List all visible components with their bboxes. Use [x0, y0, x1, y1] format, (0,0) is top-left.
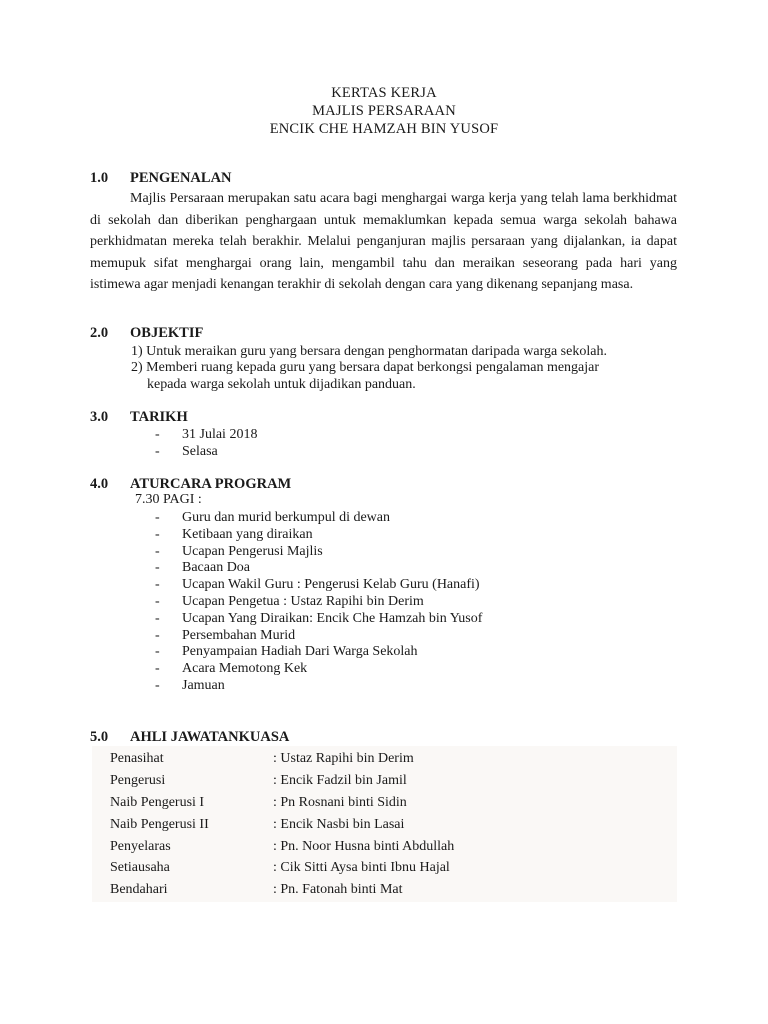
program-item: [155, 594, 482, 611]
objective-item-2: 2) Memberi ruang kepada guru yang bersara dapat berkongsi pengalaman mengajar: [131, 360, 600, 375]
program-item-text: Ucapan Pengetua : Ustaz Rapihi bin Derim: [182, 593, 424, 609]
section-number: 3.0: [90, 409, 109, 425]
section-title: AHLI JAWATANKUASA: [130, 729, 290, 745]
dash-bullet: -: [155, 677, 160, 693]
section-title: OBJEKTIF: [130, 325, 204, 341]
committee-member-name: : Pn. Noor Husna binti Abdullah: [273, 839, 455, 854]
committee-member-name: : Pn. Fatonah binti Mat: [273, 882, 403, 897]
committee-member-name: : Encik Nasbi bin Lasai: [273, 817, 405, 832]
program-item-text: Ucapan Wakil Guru : Pengerusi Kelab Guru (Hanafi): [182, 577, 480, 593]
program-item: [155, 628, 482, 645]
committee-role: Naib Pengerusi I: [110, 795, 205, 810]
program-item-text: Ucapan Yang Diraikan: Encik Che Hamzah bin Yusof: [182, 610, 483, 626]
section-heading-committee: [90, 729, 289, 746]
section-heading-program: [90, 476, 291, 493]
section-heading-intro: [90, 170, 232, 187]
committee-role: Setiausaha: [110, 860, 170, 875]
program-item-text: Persembahan Murid: [182, 627, 296, 643]
program-item-text: Jamuan: [182, 677, 225, 693]
program-item-text: Penyampaian Hadiah Dari Warga Sekolah: [182, 644, 418, 660]
dash-bullet: -: [155, 510, 160, 525]
date-item: [155, 444, 257, 461]
dash-bullet: -: [155, 427, 160, 442]
committee-member-name: : Pn Rosnani binti Sidin: [273, 795, 407, 810]
committee-role: Bendahari: [110, 882, 168, 897]
program-item: [155, 611, 482, 628]
dash-bullet: -: [155, 577, 160, 593]
section-number: 2.0: [90, 325, 109, 341]
date-value: 31 Julai 2018: [182, 427, 258, 442]
committee-member-name: : Ustaz Rapihi bin Derim: [273, 751, 414, 766]
committee-table: [92, 746, 677, 902]
program-item-text: Bacaan Doa: [182, 560, 251, 576]
committee-role: Penyelaras: [110, 839, 171, 854]
day-value: Selasa: [182, 443, 218, 459]
committee-role: Pengerusi: [110, 773, 166, 788]
objective-item-1: 1) Untuk meraikan guru yang bersara dengan penghormatan daripada warga sekolah.: [131, 344, 607, 359]
program-item-text: Acara Memotong Kek: [182, 661, 308, 677]
date-list: [155, 427, 257, 461]
title-line-2: MAJLIS PERSARAAN: [312, 103, 456, 119]
program-time-label: 7.30 PAGI :: [135, 492, 202, 507]
committee-role: Naib Pengerusi II: [110, 817, 209, 832]
dash-bullet: -: [155, 661, 160, 677]
program-item: [155, 560, 482, 577]
dash-bullet: -: [155, 443, 160, 459]
title-line-3: ENCIK CHE HAMZAH BIN YUSOF: [269, 121, 499, 137]
program-item: [155, 644, 482, 661]
section-title: ATURCARA PROGRAM: [130, 476, 292, 492]
dash-bullet: -: [155, 610, 160, 626]
objective-item-2-continued: kepada warga sekolah untuk dijadikan panduan.: [147, 377, 416, 392]
program-item-text: Guru dan murid berkumpul di dewan: [182, 510, 391, 525]
dash-bullet: -: [155, 560, 160, 576]
dash-bullet: -: [155, 627, 160, 643]
date-item: [155, 427, 257, 444]
committee-member-name: : Cik Sitti Aysa binti Ibnu Hajal: [273, 860, 450, 875]
dash-bullet: -: [155, 543, 160, 559]
committee-role: Penasihat: [110, 751, 164, 766]
intro-paragraph: Majlis Persaraan merupakan satu acara bagi menghargai warga kerja yang telah lama berkhidmat di sekolah dan diberikan penghargaan untuk memaklumkan kepada semua warga sekolah bahawa perkhidmatan mereka telah berakhir. Melalui penganjuran majlis persaraan yang dijalankan, ia dapat memupuk sifat menghargai orang lain, mengambil tahu dan meraikan seseorang pada hari yang istimewa agar menjadi kenangan terakhir di sekolah dengan cara yang dikenang sepanjang masa.: [90, 191, 677, 292]
title-line-1: KERTAS KERJA: [331, 85, 437, 101]
section-title: TARIKH: [130, 409, 188, 425]
section-number: 5.0: [90, 729, 109, 745]
dash-bullet: -: [155, 526, 160, 542]
program-item: [155, 544, 482, 561]
program-item: [155, 527, 482, 544]
program-item: [155, 577, 482, 594]
document-title: [0, 84, 768, 138]
program-item-text: Ketibaan yang diraikan: [182, 526, 313, 542]
section-title: PENGENALAN: [130, 170, 232, 186]
program-item: [155, 678, 482, 695]
program-item: [155, 661, 482, 678]
section-heading-objective: [90, 325, 203, 342]
program-item: [155, 510, 482, 527]
section-heading-date: [90, 409, 188, 426]
dash-bullet: -: [155, 644, 160, 660]
program-list: [155, 510, 482, 695]
dash-bullet: -: [155, 593, 160, 609]
section-number: 4.0: [90, 476, 109, 492]
program-item-text: Ucapan Pengerusi Majlis: [182, 543, 323, 559]
committee-member-name: : Encik Fadzil bin Jamil: [273, 773, 407, 788]
section-number: 1.0: [90, 170, 109, 186]
